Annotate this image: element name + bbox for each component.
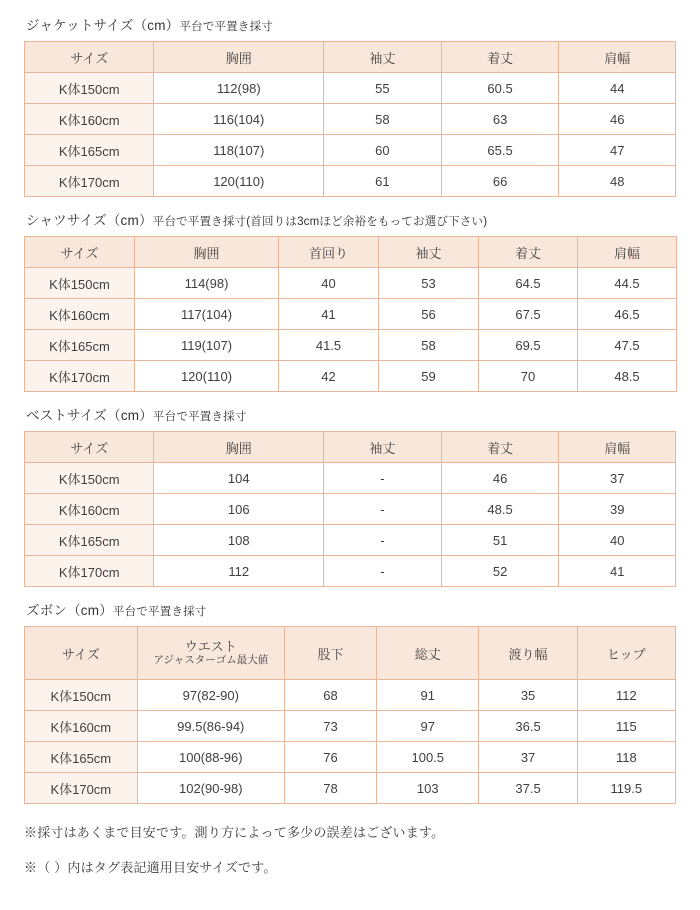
table-cell: 91 bbox=[377, 680, 479, 711]
table-cell: - bbox=[324, 525, 442, 556]
table-cell: 66 bbox=[441, 166, 559, 197]
table-cell: 55 bbox=[324, 73, 442, 104]
table-cell: 120(110) bbox=[154, 166, 324, 197]
note-measurement-disclaimer: ※採寸はあくまで目安です。測り方によって多少の誤差はございます。 bbox=[24, 825, 445, 840]
table-cell: 115 bbox=[577, 711, 675, 742]
table-jacket bbox=[24, 41, 676, 197]
cell-size: K体150cm bbox=[25, 680, 138, 711]
table-row bbox=[25, 299, 677, 330]
table-cell: 51 bbox=[441, 525, 559, 556]
table-row bbox=[25, 73, 676, 104]
cell-size: K体150cm bbox=[25, 73, 154, 104]
note-tag-size-disclaimer: ※（ ）内はタグ表記適用目安サイズです。 bbox=[24, 860, 277, 875]
table-cell: 112(98) bbox=[154, 73, 324, 104]
table-cell: 65.5 bbox=[441, 135, 559, 166]
table-cell: 78 bbox=[284, 773, 376, 804]
table-cell: 97 bbox=[377, 711, 479, 742]
table-row bbox=[25, 556, 676, 587]
section-vest bbox=[24, 404, 676, 587]
table-header-row bbox=[25, 627, 676, 680]
section-trousers bbox=[24, 599, 676, 804]
table-cell: 37.5 bbox=[479, 773, 577, 804]
cell-size: K体165cm bbox=[25, 525, 154, 556]
table-cell: - bbox=[324, 556, 442, 587]
table-row bbox=[25, 742, 676, 773]
table-cell: 112 bbox=[154, 556, 324, 587]
column-header: 肩幅 bbox=[578, 237, 677, 268]
table-row bbox=[25, 680, 676, 711]
section-title-sub: 平台で平置き採寸 bbox=[152, 411, 247, 423]
column-header: 首回り bbox=[279, 237, 379, 268]
column-header: サイズ bbox=[25, 627, 138, 680]
section-title-sub: 平台で平置き採寸(首回りは3cmほど余裕をもってお選び下さい) bbox=[152, 216, 488, 228]
column-header: 総丈 bbox=[377, 627, 479, 680]
cell-size: K体170cm bbox=[25, 773, 138, 804]
table-cell: 120(110) bbox=[135, 361, 279, 392]
section-shirt bbox=[24, 209, 676, 392]
table-cell: - bbox=[324, 494, 442, 525]
section-title-shirt bbox=[26, 209, 676, 229]
table-cell: 40 bbox=[559, 525, 676, 556]
column-header: 胸囲 bbox=[135, 237, 279, 268]
cell-size: K体170cm bbox=[25, 166, 154, 197]
table-cell: 108 bbox=[154, 525, 324, 556]
table-cell: 60.5 bbox=[441, 73, 559, 104]
table-cell: 53 bbox=[379, 268, 479, 299]
column-header: サイズ bbox=[25, 42, 154, 73]
section-title-main: ズボン（cm） bbox=[26, 603, 113, 618]
table-cell: 48.5 bbox=[441, 494, 559, 525]
section-title-trousers bbox=[26, 599, 676, 619]
table-cell: 46 bbox=[441, 463, 559, 494]
table-cell: 103 bbox=[377, 773, 479, 804]
table-cell: 118 bbox=[577, 742, 675, 773]
section-title-main: ジャケットサイズ（cm） bbox=[26, 18, 180, 33]
cell-size: K体150cm bbox=[25, 463, 154, 494]
table-row bbox=[25, 494, 676, 525]
table-cell: 47 bbox=[559, 135, 676, 166]
table-row bbox=[25, 525, 676, 556]
column-header: 胸囲 bbox=[154, 432, 324, 463]
table-cell: 40 bbox=[279, 268, 379, 299]
table-cell: 69.5 bbox=[479, 330, 578, 361]
column-header: サイズ bbox=[25, 432, 154, 463]
table-cell: 42 bbox=[279, 361, 379, 392]
table-cell: 41 bbox=[279, 299, 379, 330]
column-header: 袖丈 bbox=[379, 237, 479, 268]
column-header-label: ウエスト bbox=[184, 638, 237, 654]
table-row bbox=[25, 330, 677, 361]
column-header: サイズ bbox=[25, 237, 135, 268]
table-cell: 35 bbox=[479, 680, 577, 711]
table-cell: 41.5 bbox=[279, 330, 379, 361]
table-row bbox=[25, 166, 676, 197]
table-cell: 47.5 bbox=[578, 330, 677, 361]
table-cell: 64.5 bbox=[479, 268, 578, 299]
notes-block bbox=[24, 822, 676, 876]
column-header: 肩幅 bbox=[559, 42, 676, 73]
column-header: 袖丈 bbox=[324, 42, 442, 73]
table-cell: 63 bbox=[441, 104, 559, 135]
table-shirt bbox=[24, 236, 677, 392]
table-header-row bbox=[25, 42, 676, 73]
table-cell: - bbox=[324, 463, 442, 494]
table-cell: 37 bbox=[479, 742, 577, 773]
table-cell: 68 bbox=[284, 680, 376, 711]
column-header: 袖丈 bbox=[324, 432, 442, 463]
column-header-waist bbox=[137, 627, 284, 680]
section-title-main: シャツサイズ（cm） bbox=[26, 213, 153, 228]
table-cell: 56 bbox=[379, 299, 479, 330]
table-cell: 119.5 bbox=[577, 773, 675, 804]
column-header: 肩幅 bbox=[559, 432, 676, 463]
column-header: 着丈 bbox=[479, 237, 578, 268]
cell-size: K体165cm bbox=[25, 742, 138, 773]
section-title-sub: 平台で平置き採寸 bbox=[179, 21, 273, 33]
table-cell: 118(107) bbox=[154, 135, 324, 166]
section-title-sub: 平台で平置き採寸 bbox=[112, 606, 207, 618]
cell-size: K体165cm bbox=[25, 135, 154, 166]
table-row bbox=[25, 773, 676, 804]
table-cell: 41 bbox=[559, 556, 676, 587]
table-cell: 99.5(86-94) bbox=[137, 711, 284, 742]
table-cell: 102(90-98) bbox=[137, 773, 284, 804]
table-cell: 36.5 bbox=[479, 711, 577, 742]
cell-size: K体160cm bbox=[25, 494, 154, 525]
table-cell: 104 bbox=[154, 463, 324, 494]
table-row bbox=[25, 463, 676, 494]
section-jacket bbox=[24, 14, 676, 197]
table-cell: 70 bbox=[479, 361, 578, 392]
table-row bbox=[25, 361, 677, 392]
table-cell: 61 bbox=[324, 166, 442, 197]
section-title-jacket bbox=[26, 14, 676, 34]
table-cell: 100.5 bbox=[377, 742, 479, 773]
table-cell: 119(107) bbox=[135, 330, 279, 361]
table-cell: 39 bbox=[559, 494, 676, 525]
cell-size: K体160cm bbox=[25, 711, 138, 742]
table-cell: 58 bbox=[324, 104, 442, 135]
column-header: ヒップ bbox=[577, 627, 675, 680]
table-cell: 37 bbox=[559, 463, 676, 494]
section-title-vest bbox=[26, 404, 676, 424]
table-vest bbox=[24, 431, 676, 587]
table-cell: 114(98) bbox=[135, 268, 279, 299]
table-row bbox=[25, 104, 676, 135]
column-header: 胸囲 bbox=[154, 42, 324, 73]
table-cell: 106 bbox=[154, 494, 324, 525]
table-cell: 73 bbox=[284, 711, 376, 742]
column-header: 渡り幅 bbox=[479, 627, 577, 680]
table-header-row bbox=[25, 432, 676, 463]
column-header: 着丈 bbox=[441, 42, 559, 73]
cell-size: K体165cm bbox=[25, 330, 135, 361]
table-cell: 76 bbox=[284, 742, 376, 773]
table-cell: 52 bbox=[441, 556, 559, 587]
cell-size: K体170cm bbox=[25, 361, 135, 392]
section-title-main: ベストサイズ（cm） bbox=[26, 408, 153, 423]
table-cell: 100(88-96) bbox=[137, 742, 284, 773]
table-cell: 58 bbox=[379, 330, 479, 361]
table-header-row bbox=[25, 237, 677, 268]
table-cell: 67.5 bbox=[479, 299, 578, 330]
table-cell: 60 bbox=[324, 135, 442, 166]
column-header: 着丈 bbox=[441, 432, 559, 463]
column-header: 股下 bbox=[284, 627, 376, 680]
table-cell: 44.5 bbox=[578, 268, 677, 299]
table-row bbox=[25, 268, 677, 299]
table-cell: 117(104) bbox=[135, 299, 279, 330]
table-row bbox=[25, 711, 676, 742]
table-cell: 116(104) bbox=[154, 104, 324, 135]
table-row bbox=[25, 135, 676, 166]
cell-size: K体150cm bbox=[25, 268, 135, 299]
cell-size: K体160cm bbox=[25, 104, 154, 135]
table-cell: 46.5 bbox=[578, 299, 677, 330]
table-cell: 112 bbox=[577, 680, 675, 711]
table-cell: 46 bbox=[559, 104, 676, 135]
cell-size: K体160cm bbox=[25, 299, 135, 330]
table-cell: 59 bbox=[379, 361, 479, 392]
table-cell: 48.5 bbox=[578, 361, 677, 392]
column-header-sublabel: アジャスターゴム最大値 bbox=[153, 654, 269, 667]
cell-size: K体170cm bbox=[25, 556, 154, 587]
table-cell: 97(82-90) bbox=[137, 680, 284, 711]
table-trousers bbox=[24, 626, 676, 804]
table-cell: 44 bbox=[559, 73, 676, 104]
table-cell: 48 bbox=[559, 166, 676, 197]
